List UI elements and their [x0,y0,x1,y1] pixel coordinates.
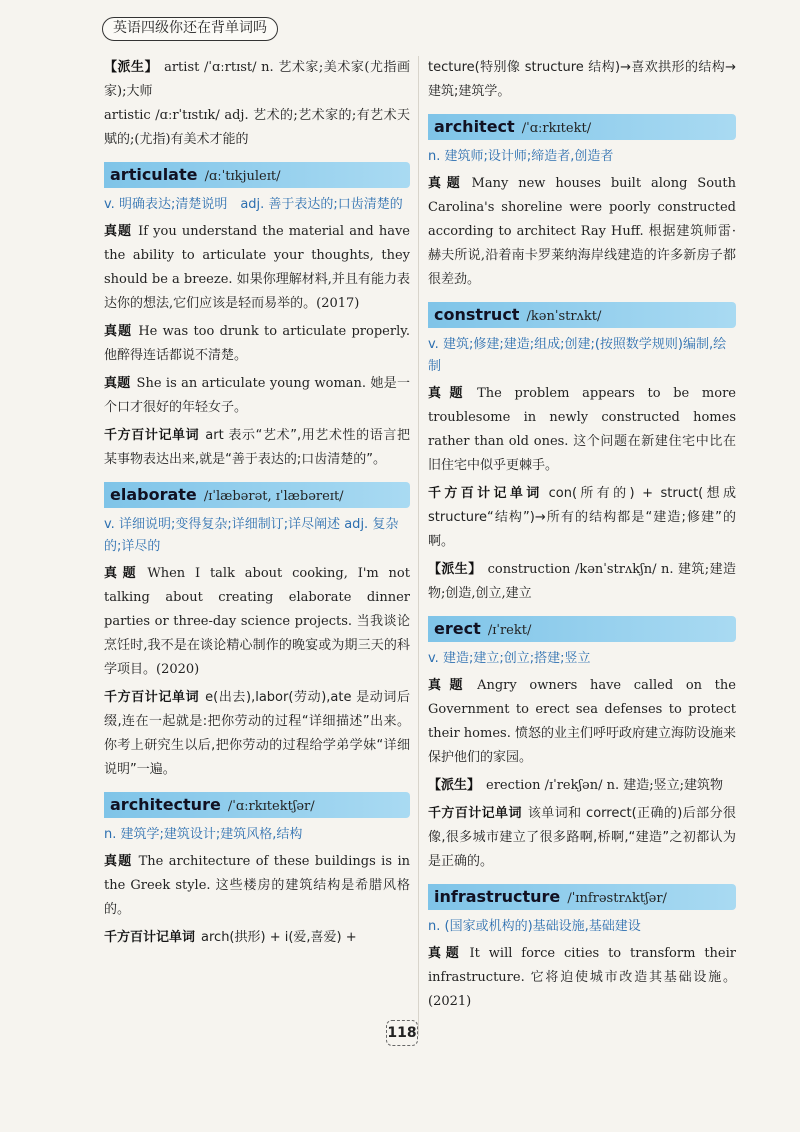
memory-continuation: tecture(特别像 structure 结构)→喜欢拱形的结构→建筑;建筑学。 [428,60,736,99]
derive-line-artistic: artistic /ɑːrˈtɪstɪk/ adj. 艺术的;艺术家的;有艺术天赋的;(尤指)有美术才能的 [104,108,410,147]
page-number: 118 [386,1020,418,1046]
memory-tip [104,926,410,950]
headword: architect [434,117,515,136]
exam-tag: 真题 [104,854,133,869]
derive-line-artist: artist /ˈɑːrtɪst/ n. 艺术家;美术家(尤指画家);大师 [104,60,410,99]
derive-tag: 【派生】 [428,778,481,793]
headword: construct [434,305,520,324]
entry-header-elaborate [104,482,410,508]
example-text: She is an articulate young woman. 她是一个口才很好的年轻女子。 [104,376,410,415]
exam-tag: 真题 [428,176,466,191]
headword: architecture [110,795,221,814]
entry-header-architecture [104,792,410,818]
derivation [428,774,736,798]
memory-tip [104,686,410,782]
definitions: v. 详细说明;变得复杂;详细制订;详尽阐述 adj. 复杂的;详尽的 [104,517,399,554]
example-text: It will force cities to transform their infrastructure. 它将迫使城市改造其基础设施。(2021) [428,946,736,1009]
definitions: n. 建筑学;建筑设计;建筑风格,结构 [104,827,303,842]
entry-header-architect [428,114,736,140]
entry-header-construct [428,302,736,328]
derive-text: erection /ɪˈrekʃən/ n. 建造;竖立;建筑物 [486,778,724,793]
phonetic: /kənˈstrʌkt/ [526,309,602,324]
phonetic: /ɑːˈtɪkjuleɪt/ [204,169,281,184]
example-sentence [428,382,736,478]
artist-derivation [104,56,410,152]
exam-tag: 真题 [104,566,142,581]
memory-tag: 千方百计记单词 [428,806,522,821]
book-title-badge: 英语四级你还在背单词吗 [102,17,278,41]
memory-text: con(所有的) + struct(想成 structure“结构”)→所有的结构都是“建造;修建”的啊。 [428,486,736,549]
exam-tag: 真题 [104,224,133,239]
example-text: Angry owners have called on the Government to erect sea defenses to protect their homes. 愤怒的业主们呼吁政府建立海防设施来保护他们的家园。 [428,678,736,765]
derive-tag: 【派生】 [428,562,482,577]
headword: infrastructure [434,887,561,906]
headword: elaborate [110,485,197,504]
memory-tag: 千方百计记单词 [104,690,200,705]
memory-tag: 千方百计记单词 [104,930,196,945]
memory-text: art 表示“艺术”,用艺术性的语言把某事物表达出来,就是“善于表达的;口齿清楚的”。 [104,428,410,467]
example-sentence [428,674,736,770]
example-sentence [428,942,736,1014]
headword: erect [434,619,481,638]
example-sentence [104,372,410,420]
phonetic: /ˈɑːrkɪtektʃər/ [227,799,315,814]
definitions: v. 明确表达;清楚说明 adj. 善于表达的;口齿清楚的 [104,197,403,212]
exam-tag: 真题 [428,386,472,401]
entry-header-infrastructure [428,884,736,910]
column-divider [418,56,419,1036]
example-sentence [104,850,410,922]
exam-tag: 真题 [428,946,464,961]
headword: articulate [110,165,198,184]
memory-text: arch(拱形) + i(爱,喜爱) + [201,930,357,945]
derivation [428,558,736,606]
entry-header-articulate [104,162,410,188]
memory-text: e(出去),labor(劳动),ate 是动词后缀,连在一起就是:把你劳动的过程“详细描述”出来。你考上研究生以后,把你劳动的过程给学弟学妹“详细说明”一遍。 [104,690,410,777]
phonetic: /ɪˈlæbərət, ɪˈlæbəreɪt/ [203,489,344,504]
definitions: v. 建造;建立;创立;搭建;竖立 [428,651,591,666]
phonetic: /ˈɪnfrəstrʌktʃər/ [567,891,667,906]
definitions: n. (国家或机构的)基础设施,基础建设 [428,919,641,934]
memory-tip [428,802,736,874]
example-sentence [104,562,410,682]
memory-tag: 千方百计记单词 [104,428,200,443]
example-text: The problem appears to be more troublesome in newly constructed homes rather than old ones. 这个问题在新建住宅中比在旧住宅中似乎更棘手。 [428,386,736,473]
memory-tip [104,424,410,472]
example-text: Many new houses built along South Carolina's shoreline were poorly constructed according to architect Ray Huff. 根据建筑师雷·赫夫所说,沿着南卡罗莱纳海岸线建造的许多新房子都很差劲。 [428,176,736,287]
example-text: If you understand the material and have the ability to articulate your thoughts, they should be a breeze. 如果你理解材料,并且有能力表达你的想法,它们应该是轻而易举的。(2017) [104,224,410,311]
memory-tip [428,482,736,554]
entry-header-erect [428,616,736,642]
derive-tag: 【派生】 [104,60,159,75]
definitions: n. 建筑师;设计师;缔造者,创造者 [428,149,614,164]
example-sentence [104,320,410,368]
derive-text: construction /kənˈstrʌkʃn/ n. 建筑;建造物;创造,创立,建立 [428,562,736,601]
exam-tag: 真题 [104,376,131,391]
exam-tag: 真题 [428,678,472,693]
memory-text: 该单词和 correct(正确的)后部分很像,很多城市建立了很多路啊,桥啊,“建造”之初都认为是正确的。 [428,806,736,869]
example-text: The architecture of these buildings is in the Greek style. 这些楼房的建筑结构是希腊风格的。 [104,854,410,917]
left-column [104,56,410,954]
phonetic: /ɪˈrekt/ [487,623,532,638]
definitions: v. 建筑;修建;建造;组成;创建;(按照数学规则)编制,绘制 [428,337,727,374]
example-text: When I talk about cooking, I'm not talking about creating elaborate dinner parties or three-day science projects. 当我谈论烹饪时,我不是在谈论精心制作的晚宴或为期三天的科学项目。(2020) [104,566,410,677]
example-sentence [428,172,736,292]
phonetic: /ˈɑːrkɪtekt/ [521,121,592,136]
example-text: He was too drunk to articulate properly. 他醉得连话都说不清楚。 [104,324,410,363]
right-column [428,56,736,1018]
example-sentence [104,220,410,316]
memory-tag: 千方百计记单词 [428,486,543,501]
exam-tag: 真题 [104,324,133,339]
